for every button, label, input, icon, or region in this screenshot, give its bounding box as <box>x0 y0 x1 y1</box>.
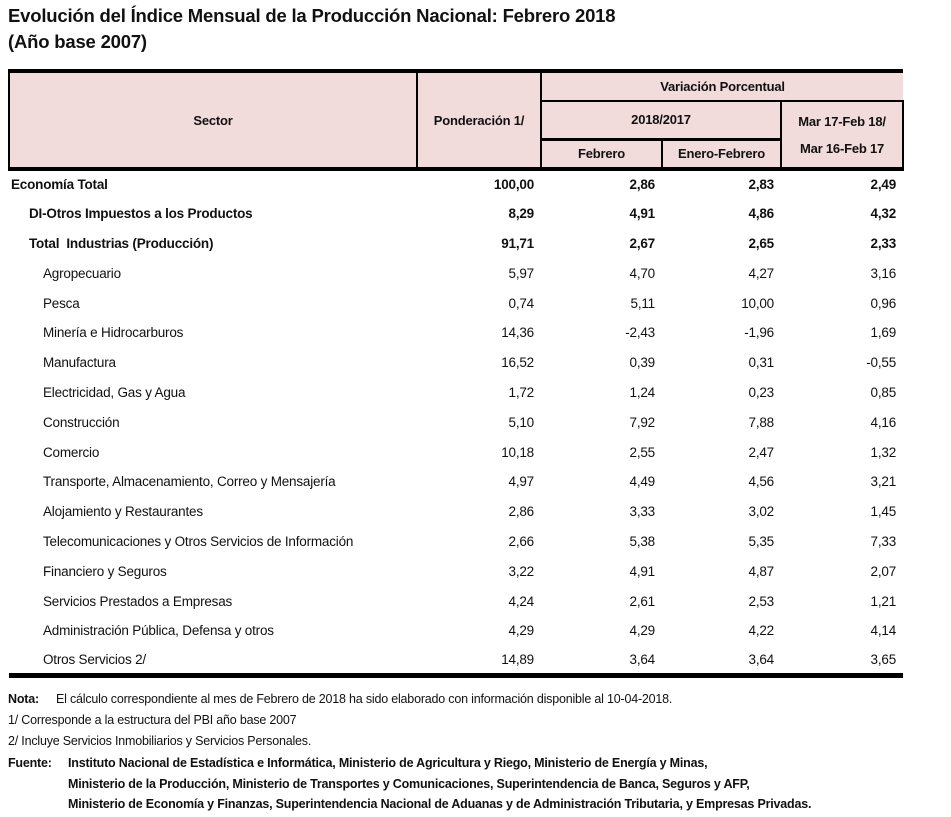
table-row <box>9 527 903 557</box>
table-row <box>9 288 903 318</box>
sector-name: DI-Otros Impuestos a los Productos <box>29 206 253 222</box>
value-anual: 1,45 <box>870 504 897 520</box>
page-title <box>8 3 943 55</box>
nota-text: El cálculo correspondiente al mes de Febrero de 2018 ha sido elaborado con información disponible al 10-04-2018. <box>56 692 673 707</box>
sector-name: Electricidad, Gas y Agua <box>43 384 186 400</box>
sector-name: Comercio <box>43 444 100 460</box>
value-febrero: 2,55 <box>629 444 655 460</box>
value-ponderacion: 10,18 <box>501 444 534 460</box>
value-febrero: 1,24 <box>629 384 655 400</box>
sector-name: Economía Total <box>11 177 108 193</box>
value-enero-febrero: 4,27 <box>748 265 774 281</box>
table-row <box>9 169 903 199</box>
value-enero-febrero: 4,86 <box>748 206 774 222</box>
fuente-line-3: Ministerio de Economía y Finanzas, Superintendencia Nacional de Aduanas y de Administración Tributaria, y Empresas Privadas. <box>68 797 812 812</box>
value-enero-febrero: 3,02 <box>748 504 774 520</box>
sector-name: Transporte, Almacenamiento, Correo y Mensajería <box>43 474 336 490</box>
header-ponderacion: Ponderación 1/ <box>417 71 541 169</box>
table-row <box>9 318 903 348</box>
sector-name: Otros Servicios 2/ <box>43 651 146 667</box>
value-ponderacion: 5,97 <box>508 265 534 281</box>
value-enero-febrero: 0,23 <box>748 384 774 400</box>
value-febrero: 5,11 <box>630 295 655 311</box>
footnote-2: 2/ Incluye Servicios Inmobiliarios y Servicios Personales. <box>8 734 312 749</box>
value-enero-febrero: 2,65 <box>748 235 774 251</box>
production-index-table-wrap <box>8 69 943 678</box>
value-anual: 2,33 <box>870 235 897 251</box>
value-ponderacion: 14,89 <box>501 651 534 667</box>
value-anual: -0,55 <box>866 355 897 371</box>
fuente-row <box>8 753 943 815</box>
table-row <box>9 407 903 437</box>
value-ponderacion: 5,10 <box>508 414 534 430</box>
table-row <box>9 646 903 676</box>
title-line-2: (Año base 2007) <box>8 31 147 52</box>
value-anual: 4,32 <box>870 206 897 222</box>
value-anual: 3,65 <box>870 651 897 667</box>
sector-name: Minería e Hidrocarburos <box>43 325 184 341</box>
value-enero-febrero: 2,47 <box>748 444 774 460</box>
value-ponderacion: 8,29 <box>508 206 534 222</box>
value-febrero: -2,43 <box>625 325 655 341</box>
value-ponderacion: 0,74 <box>508 295 534 311</box>
value-ponderacion: 2,66 <box>508 533 534 549</box>
nota-row <box>8 689 943 710</box>
fuente-lines <box>68 753 811 815</box>
table-header <box>9 71 903 169</box>
value-anual: 1,21 <box>870 593 897 609</box>
value-enero-febrero: 4,87 <box>748 563 774 579</box>
sector-name: Servicios Prestados a Empresas <box>43 593 233 609</box>
header-febrero: Febrero <box>541 139 662 169</box>
value-febrero: 4,91 <box>629 563 655 579</box>
value-anual: 3,16 <box>870 265 897 281</box>
value-enero-febrero: 10,00 <box>741 295 774 311</box>
value-ponderacion: 3,22 <box>508 563 534 579</box>
value-febrero: 4,91 <box>629 206 655 222</box>
production-index-table <box>8 69 904 678</box>
table-row <box>9 467 903 497</box>
value-ponderacion: 1,72 <box>508 384 534 400</box>
table-row <box>9 556 903 586</box>
value-febrero: 0,39 <box>629 355 655 371</box>
header-sector: Sector <box>9 71 417 169</box>
sector-name: Administración Pública, Defensa y otros <box>43 623 274 639</box>
header-annual-line-2: Mar 16-Feb 17 <box>799 140 885 156</box>
table-row <box>9 586 903 616</box>
sector-name: Financiero y Seguros <box>43 563 167 579</box>
header-2018-2017: 2018/2017 <box>541 101 781 139</box>
header-annual-period <box>781 101 903 169</box>
value-febrero: 5,38 <box>629 533 655 549</box>
footnotes <box>8 689 943 815</box>
table-row <box>9 437 903 467</box>
table-row <box>9 497 903 527</box>
fuente-label: Fuente: <box>8 756 52 771</box>
sector-name: Manufactura <box>43 355 116 371</box>
value-ponderacion: 2,86 <box>508 504 534 520</box>
table-row <box>9 378 903 408</box>
value-febrero: 4,49 <box>629 474 655 490</box>
value-febrero: 3,64 <box>629 651 655 667</box>
value-anual: 2,49 <box>870 177 897 193</box>
table-body <box>9 169 903 676</box>
sector-name: Pesca <box>43 295 80 311</box>
value-anual: 1,69 <box>870 325 897 341</box>
value-anual: 0,85 <box>870 384 897 400</box>
value-anual: 7,33 <box>870 533 897 549</box>
value-febrero: 3,33 <box>629 504 655 520</box>
value-ponderacion: 14,36 <box>501 325 534 341</box>
sector-name: Agropecuario <box>43 265 121 281</box>
table-row <box>9 348 903 378</box>
value-febrero: 7,92 <box>629 414 655 430</box>
nota-label: Nota: <box>8 692 39 707</box>
header-variacion-porcentual: Variación Porcentual <box>541 71 903 101</box>
header-annual-line-1: Mar 17-Feb 18/ <box>798 113 886 129</box>
value-enero-febrero: 4,22 <box>748 623 774 639</box>
sector-name: Total Industrias (Producción) <box>29 235 214 251</box>
value-anual: 3,21 <box>870 474 897 490</box>
sector-name: Telecomunicaciones y Otros Servicios de Información <box>43 533 354 549</box>
value-febrero: 2,61 <box>629 593 655 609</box>
sector-name: Construcción <box>43 414 120 430</box>
table-row <box>9 616 903 646</box>
value-enero-febrero: 2,83 <box>748 177 774 193</box>
value-enero-febrero: 2,53 <box>748 593 774 609</box>
fuente-line-2: Ministerio de la Producción, Ministerio de Transportes y Comunicaciones, Superintendencia de Banca, Seguros y AFP, <box>68 776 750 791</box>
value-enero-febrero: -1,96 <box>744 325 774 341</box>
value-enero-febrero: 4,56 <box>748 474 774 490</box>
value-anual: 0,96 <box>870 295 897 311</box>
table-row <box>9 229 903 259</box>
sector-name: Alojamiento y Restaurantes <box>43 504 203 520</box>
footnote-1: 1/ Corresponde a la estructura del PBI año base 2007 <box>8 713 297 728</box>
value-enero-febrero: 5,35 <box>748 533 774 549</box>
title-line-1: Evolución del Índice Mensual de la Producción Nacional: Febrero 2018 <box>8 5 616 26</box>
value-anual: 4,14 <box>870 623 897 639</box>
value-enero-febrero: 3,64 <box>748 651 774 667</box>
value-ponderacion: 16,52 <box>501 355 534 371</box>
value-ponderacion: 4,29 <box>508 623 534 639</box>
value-enero-febrero: 0,31 <box>748 355 774 371</box>
value-febrero: 4,70 <box>629 265 655 281</box>
value-enero-febrero: 7,88 <box>748 414 774 430</box>
value-ponderacion: 91,71 <box>501 235 534 251</box>
table-row <box>9 258 903 288</box>
value-anual: 1,32 <box>870 444 897 460</box>
value-ponderacion: 100,00 <box>493 177 534 193</box>
header-enero-febrero: Enero-Febrero <box>662 139 781 169</box>
value-ponderacion: 4,24 <box>508 593 534 609</box>
value-febrero: 4,29 <box>629 623 655 639</box>
value-anual: 4,16 <box>870 414 897 430</box>
value-ponderacion: 4,97 <box>508 474 534 490</box>
value-anual: 2,07 <box>870 563 897 579</box>
table-row <box>9 199 903 229</box>
fuente-line-1: Instituto Nacional de Estadística e Informática, Ministerio de Agricultura y Riego, Ministerio de Energía y Minas, <box>68 756 708 771</box>
value-febrero: 2,67 <box>629 235 655 251</box>
value-febrero: 2,86 <box>629 177 655 193</box>
